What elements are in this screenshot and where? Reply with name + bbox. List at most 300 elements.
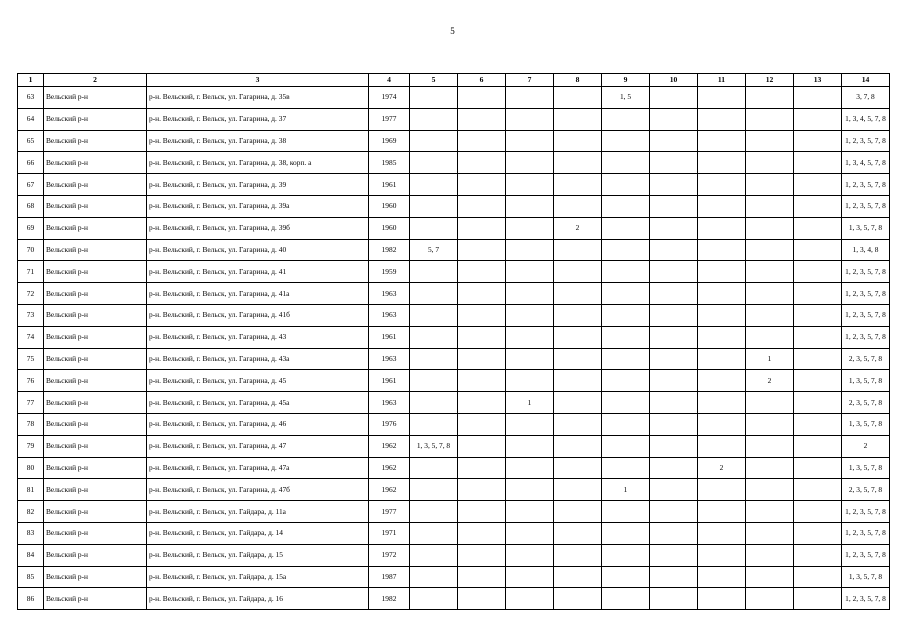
col9-cell	[602, 435, 650, 457]
col8-cell	[554, 566, 602, 588]
col9-cell	[602, 501, 650, 523]
col7-cell	[506, 108, 554, 130]
col6-cell	[458, 370, 506, 392]
table-row	[18, 479, 890, 501]
col8-cell	[554, 261, 602, 283]
col6-cell	[458, 108, 506, 130]
table-row	[18, 413, 890, 435]
col13-cell	[794, 479, 842, 501]
year-cell: 1961	[369, 174, 410, 196]
col5-cell	[410, 108, 458, 130]
district-cell: Вельский р-н	[44, 239, 147, 261]
row-number-cell: 74	[18, 326, 44, 348]
col13-cell	[794, 370, 842, 392]
col14-cell: 1, 2, 3, 5, 7, 8	[842, 174, 890, 196]
district-cell: Вельский р-н	[44, 87, 147, 109]
col11-cell	[698, 435, 746, 457]
district-cell: Вельский р-н	[44, 326, 147, 348]
row-number-cell: 70	[18, 239, 44, 261]
col12-cell	[746, 217, 794, 239]
address-cell: р-н. Вельский, г. Вельск, ул. Гагарина, д. 39б	[147, 217, 369, 239]
col5-cell	[410, 566, 458, 588]
table-row	[18, 87, 890, 109]
col6-cell	[458, 130, 506, 152]
col13-cell	[794, 217, 842, 239]
col11-cell	[698, 217, 746, 239]
year-cell: 1987	[369, 566, 410, 588]
col10-cell	[650, 370, 698, 392]
year-cell: 1977	[369, 501, 410, 523]
col8-cell	[554, 108, 602, 130]
col8-cell	[554, 588, 602, 610]
col13-cell	[794, 304, 842, 326]
address-cell: р-н. Вельский, г. Вельск, ул. Гайдара, д. 14	[147, 522, 369, 544]
col7-cell	[506, 435, 554, 457]
col7-cell: 1	[506, 392, 554, 414]
col5-cell	[410, 174, 458, 196]
col8-cell	[554, 152, 602, 174]
table-row	[18, 501, 890, 523]
col11-cell	[698, 348, 746, 370]
year-cell: 1985	[369, 152, 410, 174]
row-number-cell: 79	[18, 435, 44, 457]
column-header: 6	[458, 74, 506, 87]
col6-cell	[458, 152, 506, 174]
col10-cell	[650, 130, 698, 152]
col13-cell	[794, 457, 842, 479]
address-cell: р-н. Вельский, г. Вельск, ул. Гагарина, д. 43а	[147, 348, 369, 370]
col12-cell	[746, 152, 794, 174]
year-cell: 1963	[369, 283, 410, 305]
col7-cell	[506, 588, 554, 610]
year-cell: 1977	[369, 108, 410, 130]
column-header: 11	[698, 74, 746, 87]
col12-cell	[746, 413, 794, 435]
col6-cell	[458, 348, 506, 370]
col8-cell	[554, 479, 602, 501]
col7-cell	[506, 217, 554, 239]
col9-cell	[602, 130, 650, 152]
address-cell: р-н. Вельский, г. Вельск, ул. Гагарина, д. 37	[147, 108, 369, 130]
table-row	[18, 304, 890, 326]
row-number-cell: 66	[18, 152, 44, 174]
col13-cell	[794, 261, 842, 283]
col14-cell: 1, 2, 3, 5, 7, 8	[842, 261, 890, 283]
col14-cell: 1, 2, 3, 5, 7, 8	[842, 130, 890, 152]
col8-cell	[554, 522, 602, 544]
col11-cell	[698, 239, 746, 261]
col6-cell	[458, 195, 506, 217]
col10-cell	[650, 283, 698, 305]
col8-cell	[554, 457, 602, 479]
col7-cell	[506, 174, 554, 196]
table-row	[18, 392, 890, 414]
col7-cell	[506, 457, 554, 479]
col10-cell	[650, 501, 698, 523]
district-cell: Вельский р-н	[44, 195, 147, 217]
table-row	[18, 566, 890, 588]
row-number-cell: 83	[18, 522, 44, 544]
address-cell: р-н. Вельский, г. Вельск, ул. Гагарина, д. 41	[147, 261, 369, 283]
year-cell: 1971	[369, 522, 410, 544]
col5-cell	[410, 304, 458, 326]
col5-cell	[410, 392, 458, 414]
year-cell: 1963	[369, 348, 410, 370]
col9-cell	[602, 304, 650, 326]
table-row	[18, 174, 890, 196]
col5-cell	[410, 348, 458, 370]
col9-cell	[602, 413, 650, 435]
district-cell: Вельский р-н	[44, 130, 147, 152]
col9-cell: 1	[602, 479, 650, 501]
col13-cell	[794, 544, 842, 566]
district-cell: Вельский р-н	[44, 108, 147, 130]
col10-cell	[650, 87, 698, 109]
district-cell: Вельский р-н	[44, 370, 147, 392]
year-cell: 1976	[369, 413, 410, 435]
col10-cell	[650, 435, 698, 457]
col13-cell	[794, 195, 842, 217]
address-cell: р-н. Вельский, г. Вельск, ул. Гайдара, д. 11а	[147, 501, 369, 523]
col9-cell	[602, 152, 650, 174]
district-cell: Вельский р-н	[44, 261, 147, 283]
address-cell: р-н. Вельский, г. Вельск, ул. Гайдара, д. 16	[147, 588, 369, 610]
col6-cell	[458, 283, 506, 305]
col8-cell	[554, 283, 602, 305]
col5-cell	[410, 522, 458, 544]
row-number-cell: 82	[18, 501, 44, 523]
address-cell: р-н. Вельский, г. Вельск, ул. Гайдара, д. 15а	[147, 566, 369, 588]
address-cell: р-н. Вельский, г. Вельск, ул. Гагарина, д. 47б	[147, 479, 369, 501]
col14-cell: 1, 2, 3, 5, 7, 8	[842, 304, 890, 326]
col13-cell	[794, 130, 842, 152]
row-number-cell: 86	[18, 588, 44, 610]
address-cell: р-н. Вельский, г. Вельск, ул. Гагарина, д. 46	[147, 413, 369, 435]
row-number-cell: 71	[18, 261, 44, 283]
col13-cell	[794, 326, 842, 348]
col5-cell	[410, 544, 458, 566]
row-number-cell: 78	[18, 413, 44, 435]
column-header: 1	[18, 74, 44, 87]
district-cell: Вельский р-н	[44, 304, 147, 326]
row-number-cell: 76	[18, 370, 44, 392]
col12-cell	[746, 522, 794, 544]
col8-cell	[554, 348, 602, 370]
col11-cell	[698, 413, 746, 435]
table-row	[18, 348, 890, 370]
col14-cell: 1, 2, 3, 5, 7, 8	[842, 501, 890, 523]
col6-cell	[458, 239, 506, 261]
col7-cell	[506, 544, 554, 566]
district-cell: Вельский р-н	[44, 544, 147, 566]
col10-cell	[650, 304, 698, 326]
table-row	[18, 522, 890, 544]
col8-cell	[554, 435, 602, 457]
year-cell: 1962	[369, 479, 410, 501]
col6-cell	[458, 588, 506, 610]
col14-cell: 2	[842, 435, 890, 457]
district-cell: Вельский р-н	[44, 348, 147, 370]
col13-cell	[794, 392, 842, 414]
col5-cell	[410, 130, 458, 152]
col14-cell: 1, 3, 4, 5, 7, 8	[842, 108, 890, 130]
row-number-cell: 75	[18, 348, 44, 370]
col10-cell	[650, 566, 698, 588]
col14-cell: 1, 2, 3, 5, 7, 8	[842, 326, 890, 348]
col7-cell	[506, 348, 554, 370]
col12-cell	[746, 174, 794, 196]
col11-cell	[698, 261, 746, 283]
col13-cell	[794, 348, 842, 370]
col12-cell	[746, 392, 794, 414]
district-cell: Вельский р-н	[44, 479, 147, 501]
col10-cell	[650, 522, 698, 544]
year-cell: 1960	[369, 195, 410, 217]
col5-cell	[410, 479, 458, 501]
col7-cell	[506, 130, 554, 152]
address-cell: р-н. Вельский, г. Вельск, ул. Гагарина, д. 38, корп. а	[147, 152, 369, 174]
column-header: 5	[410, 74, 458, 87]
year-cell: 1960	[369, 217, 410, 239]
col10-cell	[650, 195, 698, 217]
column-header: 3	[147, 74, 369, 87]
col11-cell	[698, 152, 746, 174]
col9-cell	[602, 326, 650, 348]
column-header: 12	[746, 74, 794, 87]
col7-cell	[506, 370, 554, 392]
col6-cell	[458, 479, 506, 501]
header-row	[18, 74, 890, 87]
address-cell: р-н. Вельский, г. Вельск, ул. Гагарина, д. 45	[147, 370, 369, 392]
address-cell: р-н. Вельский, г. Вельск, ул. Гагарина, д. 40	[147, 239, 369, 261]
table-row	[18, 261, 890, 283]
col12-cell	[746, 588, 794, 610]
col7-cell	[506, 326, 554, 348]
row-number-cell: 69	[18, 217, 44, 239]
col5-cell	[410, 261, 458, 283]
col6-cell	[458, 392, 506, 414]
col14-cell: 1, 3, 5, 7, 8	[842, 217, 890, 239]
col5-cell	[410, 87, 458, 109]
district-cell: Вельский р-н	[44, 217, 147, 239]
col12-cell	[746, 457, 794, 479]
column-header: 14	[842, 74, 890, 87]
col12-cell	[746, 326, 794, 348]
col8-cell	[554, 370, 602, 392]
col6-cell	[458, 217, 506, 239]
col9-cell	[602, 239, 650, 261]
table-row	[18, 457, 890, 479]
col7-cell	[506, 195, 554, 217]
col7-cell	[506, 152, 554, 174]
year-cell: 1962	[369, 457, 410, 479]
table-row	[18, 195, 890, 217]
table-row	[18, 588, 890, 610]
col5-cell	[410, 413, 458, 435]
col10-cell	[650, 588, 698, 610]
year-cell: 1974	[369, 87, 410, 109]
col14-cell: 1, 2, 3, 5, 7, 8	[842, 588, 890, 610]
col13-cell	[794, 413, 842, 435]
col8-cell	[554, 195, 602, 217]
col9-cell	[602, 544, 650, 566]
col12-cell	[746, 195, 794, 217]
col6-cell	[458, 501, 506, 523]
col5-cell	[410, 283, 458, 305]
col12-cell	[746, 304, 794, 326]
row-number-cell: 67	[18, 174, 44, 196]
col5-cell: 5, 7	[410, 239, 458, 261]
col13-cell	[794, 174, 842, 196]
row-number-cell: 63	[18, 87, 44, 109]
col11-cell	[698, 588, 746, 610]
col10-cell	[650, 261, 698, 283]
col11-cell	[698, 544, 746, 566]
col5-cell	[410, 217, 458, 239]
col9-cell	[602, 522, 650, 544]
col9-cell	[602, 195, 650, 217]
col6-cell	[458, 544, 506, 566]
col10-cell	[650, 392, 698, 414]
table-row	[18, 108, 890, 130]
col10-cell	[650, 174, 698, 196]
table-row	[18, 130, 890, 152]
col9-cell	[602, 283, 650, 305]
column-header: 10	[650, 74, 698, 87]
address-cell: р-н. Вельский, г. Вельск, ул. Гагарина, д. 39	[147, 174, 369, 196]
row-number-cell: 64	[18, 108, 44, 130]
year-cell: 1962	[369, 435, 410, 457]
col10-cell	[650, 457, 698, 479]
col10-cell	[650, 544, 698, 566]
col6-cell	[458, 435, 506, 457]
address-cell: р-н. Вельский, г. Вельск, ул. Гагарина, д. 41а	[147, 283, 369, 305]
col6-cell	[458, 304, 506, 326]
address-cell: р-н. Вельский, г. Вельск, ул. Гагарина, д. 43	[147, 326, 369, 348]
col6-cell	[458, 457, 506, 479]
col11-cell	[698, 195, 746, 217]
col5-cell	[410, 501, 458, 523]
table-row	[18, 544, 890, 566]
col14-cell: 1, 2, 3, 5, 7, 8	[842, 195, 890, 217]
column-header: 2	[44, 74, 147, 87]
year-cell: 1963	[369, 304, 410, 326]
col6-cell	[458, 174, 506, 196]
col14-cell: 1, 3, 4, 8	[842, 239, 890, 261]
col14-cell: 1, 2, 3, 5, 7, 8	[842, 522, 890, 544]
col5-cell	[410, 370, 458, 392]
year-cell: 1972	[369, 544, 410, 566]
table-row	[18, 239, 890, 261]
col13-cell	[794, 283, 842, 305]
col13-cell	[794, 588, 842, 610]
col14-cell: 1, 2, 3, 5, 7, 8	[842, 283, 890, 305]
col7-cell	[506, 304, 554, 326]
column-header: 9	[602, 74, 650, 87]
col7-cell	[506, 413, 554, 435]
col10-cell	[650, 217, 698, 239]
col9-cell	[602, 174, 650, 196]
col14-cell: 2, 3, 5, 7, 8	[842, 348, 890, 370]
col11-cell	[698, 522, 746, 544]
col6-cell	[458, 522, 506, 544]
col14-cell: 1, 3, 5, 7, 8	[842, 370, 890, 392]
col9-cell: 1, 5	[602, 87, 650, 109]
col14-cell: 2, 3, 5, 7, 8	[842, 392, 890, 414]
col13-cell	[794, 501, 842, 523]
col14-cell: 1, 3, 5, 7, 8	[842, 413, 890, 435]
col7-cell	[506, 522, 554, 544]
col11-cell	[698, 87, 746, 109]
year-cell: 1961	[369, 370, 410, 392]
col12-cell	[746, 479, 794, 501]
col11-cell	[698, 108, 746, 130]
col14-cell: 2, 3, 5, 7, 8	[842, 479, 890, 501]
col10-cell	[650, 326, 698, 348]
row-number-cell: 68	[18, 195, 44, 217]
register-table	[17, 73, 890, 610]
col11-cell: 2	[698, 457, 746, 479]
year-cell: 1959	[369, 261, 410, 283]
col8-cell	[554, 392, 602, 414]
col5-cell	[410, 326, 458, 348]
district-cell: Вельский р-н	[44, 435, 147, 457]
address-cell: р-н. Вельский, г. Вельск, ул. Гагарина, д. 39а	[147, 195, 369, 217]
year-cell: 1982	[369, 239, 410, 261]
col6-cell	[458, 261, 506, 283]
col13-cell	[794, 108, 842, 130]
row-number-cell: 85	[18, 566, 44, 588]
address-cell: р-н. Вельский, г. Вельск, ул. Гагарина, д. 41б	[147, 304, 369, 326]
col9-cell	[602, 566, 650, 588]
col6-cell	[458, 566, 506, 588]
year-cell: 1982	[369, 588, 410, 610]
col8-cell	[554, 130, 602, 152]
col5-cell: 1, 3, 5, 7, 8	[410, 435, 458, 457]
row-number-cell: 72	[18, 283, 44, 305]
column-header: 7	[506, 74, 554, 87]
col10-cell	[650, 348, 698, 370]
row-number-cell: 80	[18, 457, 44, 479]
district-cell: Вельский р-н	[44, 283, 147, 305]
col12-cell	[746, 501, 794, 523]
col8-cell	[554, 87, 602, 109]
col14-cell: 1, 3, 5, 7, 8	[842, 566, 890, 588]
district-cell: Вельский р-н	[44, 457, 147, 479]
col13-cell	[794, 152, 842, 174]
col11-cell	[698, 501, 746, 523]
page-number: 5	[450, 26, 455, 36]
col8-cell	[554, 326, 602, 348]
col8-cell: 2	[554, 217, 602, 239]
col5-cell	[410, 588, 458, 610]
col12-cell	[746, 566, 794, 588]
col12-cell	[746, 108, 794, 130]
col5-cell	[410, 152, 458, 174]
col6-cell	[458, 413, 506, 435]
col11-cell	[698, 479, 746, 501]
col11-cell	[698, 566, 746, 588]
col11-cell	[698, 326, 746, 348]
col11-cell	[698, 392, 746, 414]
address-cell: р-н. Вельский, г. Вельск, ул. Гагарина, д. 35в	[147, 87, 369, 109]
col5-cell	[410, 195, 458, 217]
table-row	[18, 435, 890, 457]
col13-cell	[794, 566, 842, 588]
col13-cell	[794, 522, 842, 544]
year-cell: 1963	[369, 392, 410, 414]
table-row	[18, 326, 890, 348]
